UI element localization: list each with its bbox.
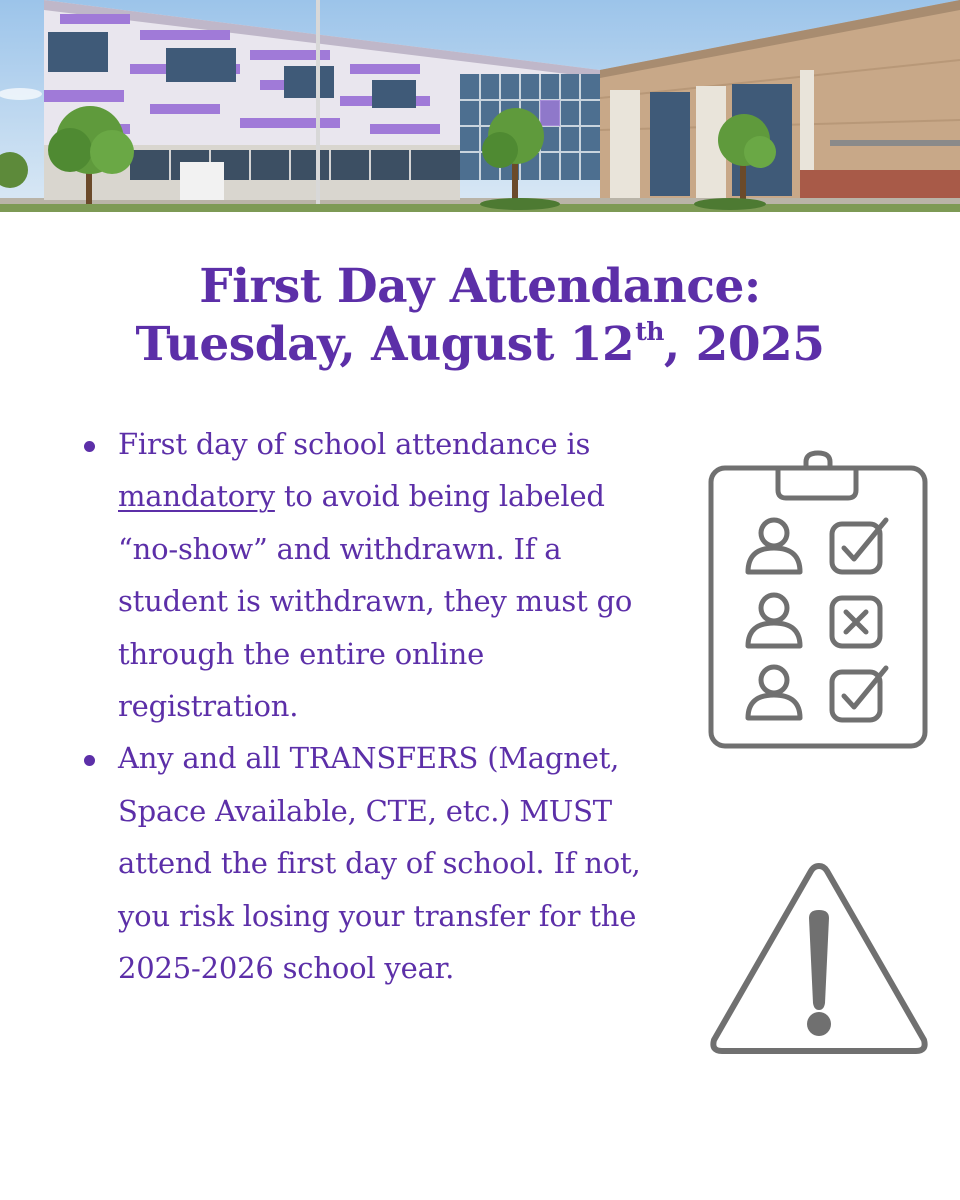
title-ordinal: th [635,317,664,346]
warning-triangle-icon [706,858,932,1058]
bullet-1-text-post: to avoid being labeled “no-show” and withdrawn. If a student is withdrawn, they must go through the entire online registration. [118,479,633,724]
info-bullet-list [84,418,644,994]
bullet-dot [84,755,95,766]
bullet-dot [84,441,95,452]
title-year: , 2025 [663,317,825,372]
title-line-1: First Day Attendance: [199,259,761,314]
attendance-clipboard-icon [706,448,936,754]
school-building-photo [0,0,960,212]
title-date: Tuesday, August 12 [135,317,635,372]
page-title [0,258,960,381]
bullet-transfers [84,732,644,994]
bullet-1-text-pre: First day of school attendance is [118,427,591,461]
bullet-2-text: Any and all TRANSFERS (Magnet, Space Available, CTE, etc.) MUST attend the first day of school. If not, you risk losing your transfer for the 2025-2026 school year. [118,741,641,986]
bullet-1-emphasis: mandatory [118,479,275,514]
title-line-2 [0,316,960,381]
bullet-mandatory-attendance [84,418,644,732]
